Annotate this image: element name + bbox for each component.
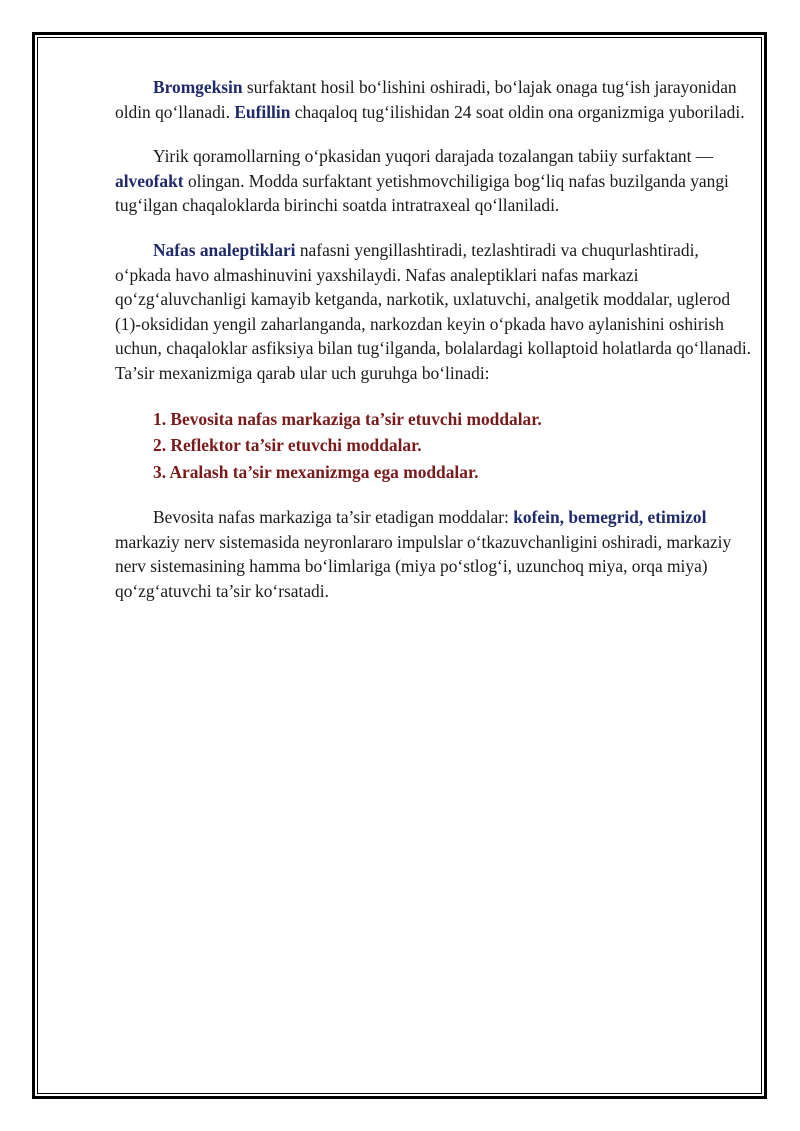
groups-list [115,406,755,486]
paragraph-analeptiklar [115,238,755,386]
paragraph-bromgeksin [115,75,755,124]
document-body [115,75,755,623]
term-kofein-bemegrid-etimizol: kofein, bemegrid, etimizol [513,507,707,528]
list-item: 1. Bevosita nafas markaziga ta’sir etuvchi moddalar. [153,408,542,429]
paragraph-text: markaziy nerv sistemasida neyronlararo impulslar o‘tkazuvchanligini oshiradi, markaziy nerv sistemasining hamma bo‘limlariga (miya po‘stlog‘i, uzunchoq miya, orqa miya) qo‘zg‘atuvchi ta’sir ko‘rsatadi. [115,531,732,601]
paragraph-alveofakt [115,144,755,218]
paragraph-bevosita [115,505,755,603]
paragraph-text: nafasni yengillashtiradi, tezlashtiradi va chuqurlashtiradi, o‘pkada havo almashinuvini yaxshilaydi. Nafas analeptiklari nafas markazi qo‘zg‘aluvchanligi kamayib ketganda, narkotik, uxlatuvchi, analgetik moddalar, uglerod (1)-oksididan yengil zaharlanganda, narkozdan keyin o‘pkada havo aylanishini oshirish uchun, chaqaloklar asfiksiya bilan tug‘ilganda, bolalardagi kollaptoid holatlarda qo‘llanadi. Ta’sir mexanizmiga qarab ular uch guruhga bo‘linadi: [115,239,752,383]
term-alveofakt: alveofakt [115,170,184,191]
paragraph-text: olingan. Modda surfaktant yetishmovchiligiga bog‘liq nafas buzilganda yangi tug‘ilgan chaqaloklarda birinchi soatda intratraxeal qo‘llaniladi. [115,170,729,216]
paragraph-text: Yirik qoramollarning o‘pkasidan yuqori darajada tozalangan tabiiy surfaktant — [153,146,714,167]
term-bromgeksin: Bromgeksin [153,77,243,97]
term-eufillin: Eufillin [234,101,291,122]
paragraph-text: surfaktant hosil bo‘lishini oshiradi, bo‘lajak onaga tug‘ish jarayonidan oldin qo‘llanadi. [115,77,737,122]
term-nafas-analeptiklari: Nafas analeptiklari [153,239,296,260]
paragraph-text: Bevosita nafas markaziga ta’sir etadigan moddalar: [153,507,514,528]
list-item: 2. Reflektor ta’sir etuvchi moddalar. [153,435,422,456]
paragraph-text: chaqaloq tug‘ilishidan 24 soat oldin ona organizmiga yuboriladi. [290,101,745,122]
list-item: 3. Aralash ta’sir mexanizmga ega moddalar. [153,461,479,482]
